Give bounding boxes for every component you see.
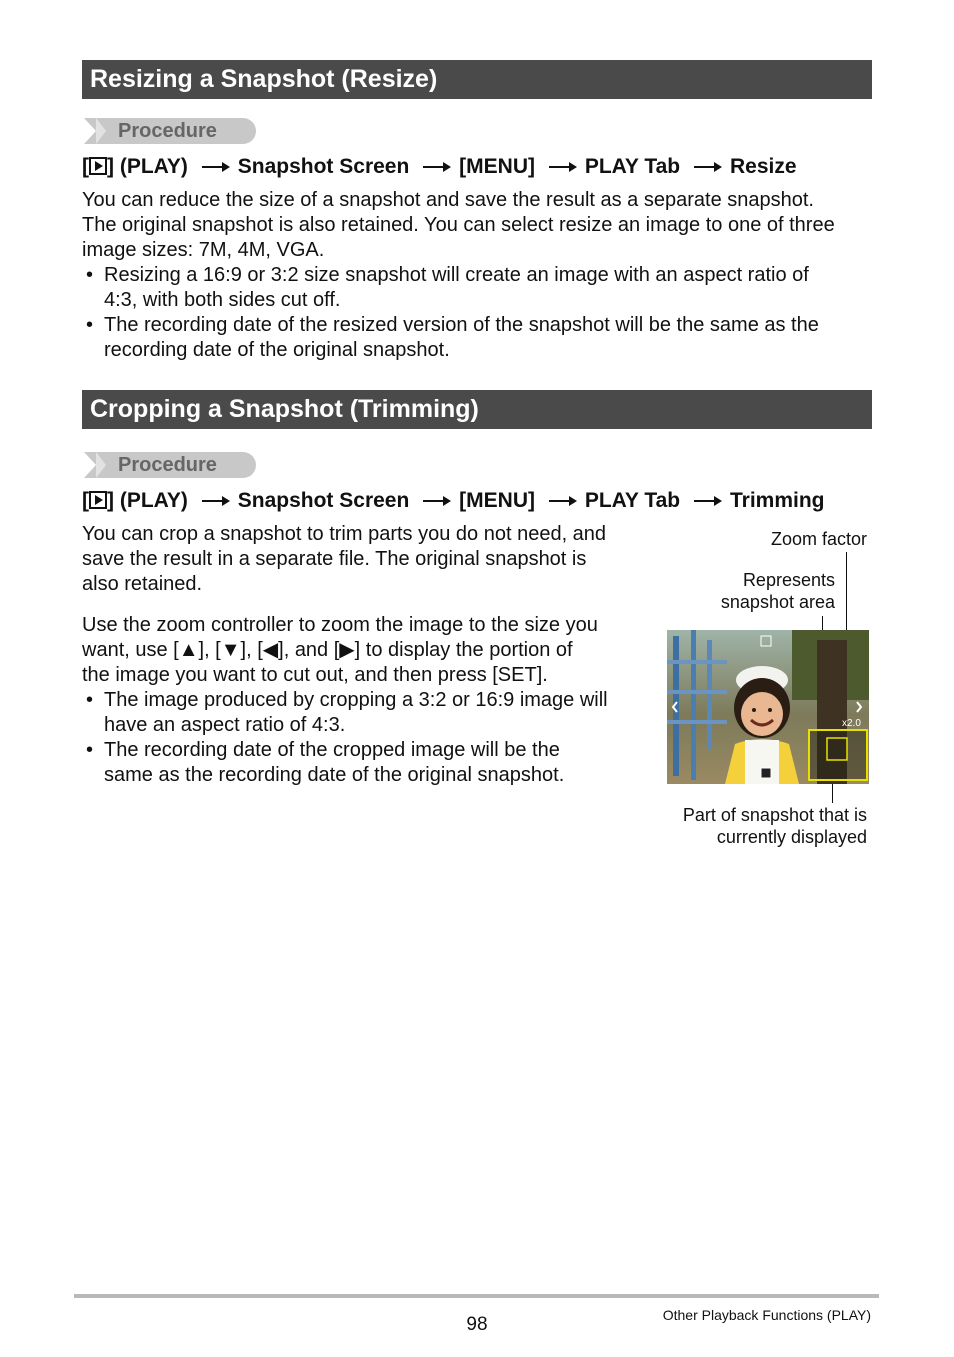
trim-instructions: Use the zoom controller to zoom the image to the size you want, use [▲], [▼], [◀], and [▶] to display the portion of the image you want to cut out, and then press [SET].: [82, 614, 598, 686]
resize-description: You can reduce the size of a snapshot and save the result as a separate snapshot. The original snapshot is also retained. You can select resize an image to one of three image sizes: 7M, 4M, VGA.: [82, 189, 835, 261]
tag-notch-icon: [84, 118, 96, 144]
arrow-right-icon: [423, 496, 451, 506]
path-step-play-tab: PLAY Tab: [584, 155, 681, 178]
procedure-label: Procedure: [118, 454, 217, 476]
zoom-factor-readout: x2.0: [842, 718, 861, 729]
list-item: • The recording date of the resized version of the snapshot will be the same as the recording date of the original snapshot.: [86, 314, 819, 361]
arrow-right-icon: [694, 162, 722, 172]
trim-procedure-path: [82, 487, 825, 515]
path-step-menu: [MENU]: [459, 489, 535, 512]
arrow-right-icon: [549, 496, 577, 506]
procedure-tag: [84, 452, 256, 478]
path-play: ] (PLAY): [107, 155, 188, 178]
arrow-right-icon: [549, 162, 577, 172]
footer-section-title: Other Playback Functions (PLAY): [662, 1307, 871, 1323]
procedure-label: Procedure: [118, 120, 217, 142]
path-step-trimming: Trimming: [729, 489, 825, 512]
bracket-open: [: [82, 489, 89, 512]
arrow-right-icon: [694, 496, 722, 506]
caption-snapshot-area: Represents snapshot area: [720, 570, 835, 612]
resize-notes: [82, 263, 882, 363]
list-item: • The recording date of the cropped image will be the same as the recording date of the original snapshot.: [86, 739, 565, 786]
arrow-right-icon: [202, 496, 230, 506]
trim-section-title: Cropping a Snapshot (Trimming): [82, 390, 872, 429]
tag-chevron-icon: [96, 452, 106, 478]
tag-chevron-icon: [96, 118, 106, 144]
path-step-play-tab: PLAY Tab: [584, 489, 681, 512]
camera-screen-image: [667, 630, 869, 784]
path-step-resize: Resize: [729, 155, 797, 178]
caption-zoom-factor: Zoom factor: [770, 529, 867, 549]
play-icon: [89, 157, 107, 175]
list-item: • The image produced by cropping a 3:2 or 16:9 image will have an aspect ratio of 4:3.: [86, 689, 608, 736]
path-step-snapshot-screen: Snapshot Screen: [237, 489, 410, 512]
resize-procedure-path: [82, 153, 797, 181]
tag-notch-icon: [84, 452, 96, 478]
trim-notes: [82, 688, 642, 788]
bracket-open: [: [82, 155, 89, 178]
list-item: • Resizing a 16:9 or 3:2 size snapshot will create an image with an aspect ratio of 4:3, with both sides cut off.: [86, 264, 809, 311]
page-number: 98: [466, 1314, 488, 1335]
procedure-tag: [84, 118, 256, 144]
resize-section-title: Resizing a Snapshot (Resize): [82, 60, 872, 99]
path-play: ] (PLAY): [107, 489, 188, 512]
caption-displayed-part: Part of snapshot that is currently displayed: [682, 805, 867, 847]
footer-rule: [74, 1294, 879, 1298]
arrow-right-icon: [423, 162, 451, 172]
arrow-right-icon: [202, 162, 230, 172]
camera-screen-drawing: [667, 630, 869, 784]
path-step-snapshot-screen: Snapshot Screen: [237, 155, 410, 178]
path-step-menu: [MENU]: [459, 155, 535, 178]
trim-description: You can crop a snapshot to trim parts you do not need, and save the result in a separate file. The original snapshot is also retained.: [82, 523, 607, 595]
play-icon: [89, 491, 107, 509]
